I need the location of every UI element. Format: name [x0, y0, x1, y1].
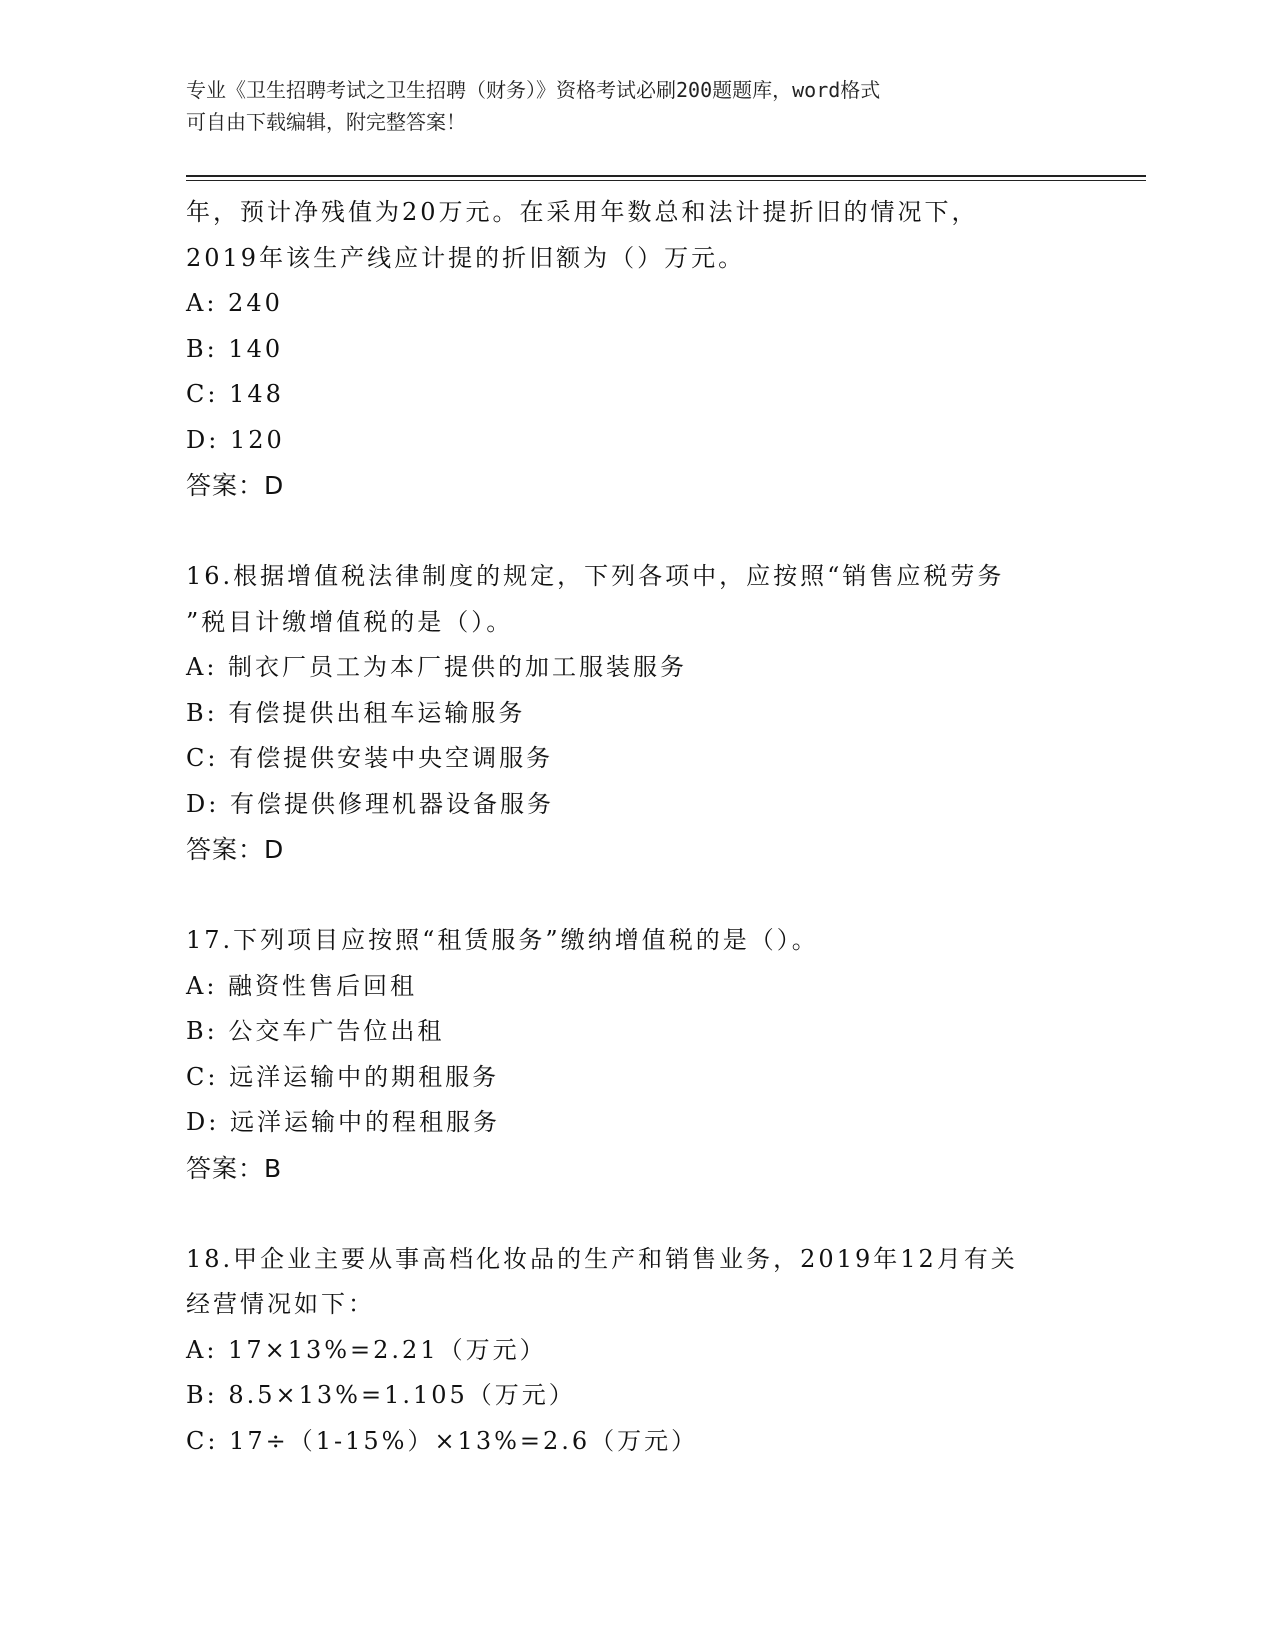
question-text: 经营情况如下：	[186, 1290, 375, 1318]
question-text: 18.甲企业主要从事高档化妆品的生产和销售业务，2019年12月有关	[186, 1244, 1018, 1273]
option-c: C: 17÷（1-15%）×13%=2.6（万元）	[186, 1426, 699, 1455]
spacer	[186, 1191, 1146, 1237]
question-text: 年，预计净残值为20万元。在采用年数总和法计提折旧的情况下，	[186, 198, 979, 226]
option-a: A: 融资性售后回租	[186, 971, 418, 1000]
option-d: D: 远洋运输中的程租服务	[186, 1108, 500, 1136]
header-divider-thick	[186, 175, 1146, 177]
header-title-line-1: 专业《卫生招聘考试之卫生招聘（财务）》资格考试必刷200题题库，word格式	[186, 78, 881, 102]
option-c: C: 148	[186, 380, 284, 408]
question-text: 16.根据增值税法律制度的规定，下列各项中，应按照“销售应税劳务	[186, 562, 1005, 590]
option-b: B: 有偿提供出租车运输服务	[186, 698, 526, 727]
option-d: D: 120	[186, 425, 285, 454]
answer: 答案：B	[186, 1153, 283, 1183]
document-header	[186, 74, 1086, 138]
option-b: B: 公交车广告位出租	[186, 1017, 445, 1045]
option-b: B: 8.5×13%=1.105（万元）	[186, 1381, 576, 1409]
option-c: C: 有偿提供安装中央空调服务	[186, 744, 554, 772]
option-d: D: 有偿提供修理机器设备服务	[186, 789, 554, 818]
header-divider-thin	[186, 180, 1146, 181]
header-title-line-2: 可自由下载编辑，附完整答案！	[186, 110, 466, 134]
question-text: 17.下列项目应按照“租赁服务”缴纳增值税的是（）。	[186, 926, 819, 954]
question-list	[186, 190, 1146, 1464]
question-18	[186, 1237, 1146, 1465]
question-text: ”税目计缴增值税的是（）。	[186, 607, 514, 636]
option-a: A: 制衣厂员工为本厂提供的加工服装服务	[186, 653, 688, 681]
option-a: A: 240	[186, 289, 283, 317]
spacer	[186, 509, 1146, 555]
spacer	[186, 873, 1146, 919]
question-15	[186, 190, 1146, 509]
option-c: C: 远洋运输中的期租服务	[186, 1062, 500, 1091]
option-a: A: 17×13%=2.21（万元）	[186, 1335, 547, 1364]
option-b: B: 140	[186, 334, 284, 363]
question-16	[186, 554, 1146, 873]
answer: 答案：D	[186, 835, 285, 864]
question-17	[186, 918, 1146, 1191]
answer: 答案：D	[186, 471, 285, 500]
question-text: 2019年该生产线应计提的折旧额为（）万元。	[186, 243, 746, 272]
